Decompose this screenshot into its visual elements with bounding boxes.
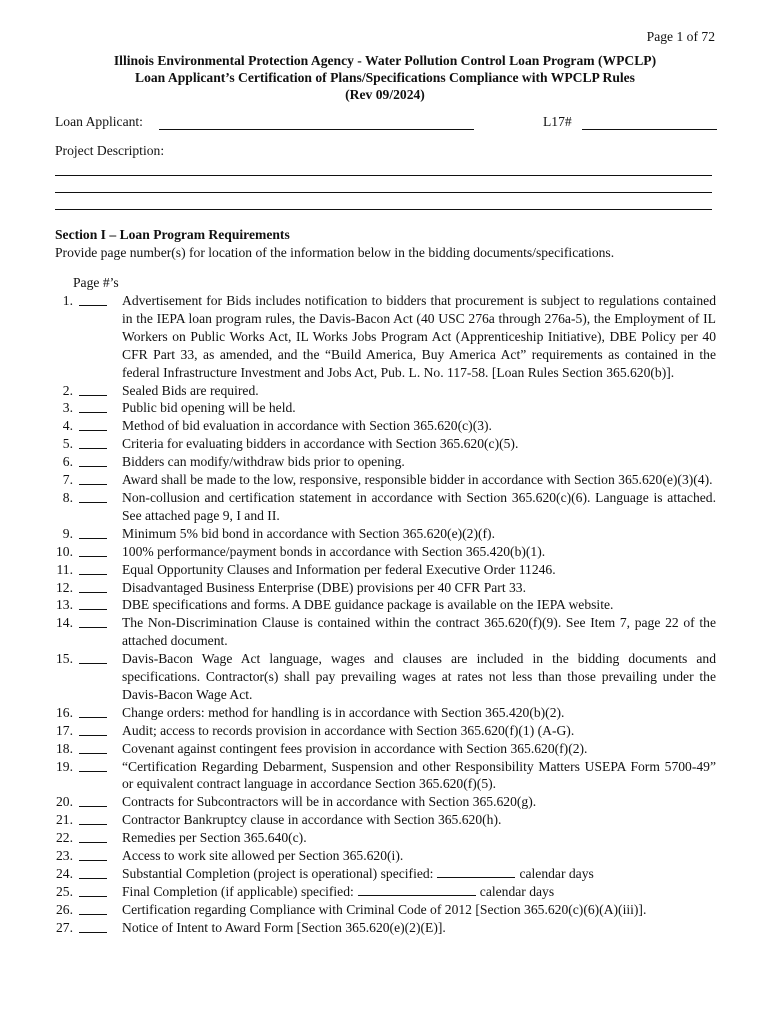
requirement-text <box>122 382 716 400</box>
requirement-text <box>122 453 716 471</box>
project-description-line-3[interactable] <box>55 209 712 210</box>
requirement-text-main: Award shall be made to the low, responsive, responsible bidder in accordance with Section 365.620(e)(3)(4). <box>122 472 713 488</box>
requirement-text <box>122 489 716 525</box>
page-number-field[interactable] <box>79 579 107 593</box>
requirement-item <box>50 525 716 543</box>
requirement-item <box>50 758 716 794</box>
page-number-field[interactable] <box>79 865 107 879</box>
requirement-item <box>50 399 716 417</box>
project-description-label: Project Description: <box>55 143 165 158</box>
requirement-item <box>50 453 716 471</box>
requirement-text-main: Criteria for evaluating bidders in accordance with Section 365.620(c)(5). <box>122 436 519 452</box>
requirement-number: 18. <box>56 740 73 756</box>
requirement-text <box>122 740 716 758</box>
page-number-field[interactable] <box>79 847 107 861</box>
requirement-text <box>122 901 716 919</box>
requirement-text <box>122 704 716 722</box>
requirement-text-main: DBE specifications and forms. A DBE guidance package is available on the IEPA website. <box>122 597 614 613</box>
requirement-number: 9. <box>62 525 73 541</box>
page-number-field[interactable] <box>79 399 107 413</box>
header-agency-title: Illinois Environmental Protection Agency - Water Pollution Control Loan Program (WPCLP) <box>113 53 657 68</box>
requirement-text-main: Access to work site allowed per Section 365.620(i). <box>122 848 404 864</box>
page-number-field[interactable] <box>79 740 107 754</box>
section-title: Section I – Loan Program Requirements <box>55 227 290 242</box>
project-description-line-1[interactable] <box>55 175 712 176</box>
loan-applicant-field[interactable] <box>159 129 474 130</box>
requirement-text <box>122 596 716 614</box>
page-number-field[interactable] <box>79 596 107 610</box>
days-unit: calendar days <box>519 866 594 881</box>
requirement-text-main: Substantial Completion (project is operational) specified: <box>122 866 434 881</box>
requirement-number: 12. <box>56 579 73 595</box>
requirement-item <box>50 382 716 400</box>
requirement-text <box>122 793 716 811</box>
requirement-number: 23. <box>56 848 73 864</box>
requirement-text <box>122 417 716 435</box>
page-number-field[interactable] <box>79 722 107 736</box>
requirement-number: 20. <box>56 794 73 810</box>
requirement-number: 22. <box>56 830 73 846</box>
requirement-text <box>122 722 716 740</box>
requirement-item <box>50 847 716 865</box>
requirement-number: 11. <box>56 561 73 577</box>
requirement-text <box>122 579 716 597</box>
requirement-number: 19. <box>56 758 73 774</box>
page-number-field[interactable] <box>79 382 107 396</box>
days-field[interactable] <box>437 865 515 878</box>
requirement-item <box>50 596 716 614</box>
requirement-text <box>122 543 716 561</box>
days-field[interactable] <box>358 883 476 896</box>
requirement-text-main: 100% performance/payment bonds in accordance with Section 365.420(b)(1). <box>122 543 546 559</box>
requirement-number: 16. <box>56 704 73 720</box>
requirement-item <box>50 883 716 901</box>
requirement-text-main: Non-collusion and certification statement in accordance with Section 365.620(c)(6). Language is attached. See attached page 9, I and II. <box>122 489 716 523</box>
requirement-text-main: Covenant against contingent fees provision in accordance with Section 365.620(f)(2). <box>122 740 588 756</box>
requirement-number: 5. <box>62 436 73 452</box>
requirement-item <box>50 740 716 758</box>
l17-field[interactable] <box>582 129 717 130</box>
requirement-number: 26. <box>56 901 73 917</box>
page-number-field[interactable] <box>79 704 107 718</box>
section-instruction: Provide page number(s) for location of the information below in the bidding documents/specifications. <box>55 245 615 260</box>
requirement-item <box>50 919 716 937</box>
requirement-number: 17. <box>56 722 73 738</box>
requirement-text-main: Disadvantaged Business Enterprise (DBE) provisions per 40 CFR Part 33. <box>122 579 526 595</box>
page-number-field[interactable] <box>79 758 107 772</box>
requirement-number: 25. <box>56 883 73 899</box>
requirement-number: 8. <box>62 489 73 505</box>
requirement-number: 7. <box>62 472 73 488</box>
page-number-field[interactable] <box>79 435 107 449</box>
requirement-text-main: Change orders: method for handling is in accordance with Section 365.420(b)(2). <box>122 704 565 720</box>
requirement-text-main: Contractor Bankruptcy clause in accordance with Section 365.620(h). <box>122 812 502 828</box>
requirement-item <box>50 704 716 722</box>
l17-label: L17# <box>543 114 572 129</box>
requirement-item <box>50 793 716 811</box>
requirement-text-main: Davis-Bacon Wage Act language, wages and clauses are included in the bidding documents and specifications. Contractor(s) shall pay prevailing wages at rates not less than those prevailing under the Davis-Bacon Wage Act. <box>122 651 716 702</box>
requirement-text <box>122 829 716 847</box>
requirement-number: 13. <box>56 597 73 613</box>
page-number-field[interactable] <box>79 901 107 915</box>
requirement-item <box>50 722 716 740</box>
project-description-line-2[interactable] <box>55 192 712 193</box>
header-form-title: Loan Applicant’s Certification of Plans/Specifications Compliance with WPCLP Rules <box>135 70 635 85</box>
requirement-text <box>122 561 716 579</box>
page-numbers-column-header: Page #’s <box>73 275 119 290</box>
requirement-item <box>50 901 716 919</box>
requirement-text <box>122 650 716 704</box>
requirement-number: 10. <box>56 543 73 559</box>
requirement-text <box>122 758 716 794</box>
requirement-text <box>122 399 716 417</box>
requirement-number: 27. <box>56 919 73 935</box>
page-number-field[interactable] <box>79 919 107 933</box>
requirement-text-main: Advertisement for Bids includes notification to bidders that procurement is subject to regulations contained in the IEPA loan program rules, the Davis-Bacon Act (40 USC 276a through 276a-5), the Employment of IL Workers on Public Works Act, IL Works Jobs Program Act (Apprenticeship Initiative), DBE Policy per 40 CFR Part 33, as amended, and the “Build America, Buy America Act” requirements as contained in the federal Infrastructure Investment and Jobs Act, Pub. L. No. 117-58. [Loan Rules Section 365.620(b)]. <box>122 293 716 380</box>
requirement-item <box>50 865 716 883</box>
page-number-field[interactable] <box>79 883 107 897</box>
requirement-text-main: Audit; access to records provision in accordance with Section 365.620(f)(1) (A-G). <box>122 722 575 738</box>
page-number-field[interactable] <box>79 793 107 807</box>
page-number-field[interactable] <box>79 829 107 843</box>
requirement-text-main: Minimum 5% bid bond in accordance with Section 365.620(e)(2)(f). <box>122 525 495 541</box>
requirement-text <box>122 292 716 382</box>
requirement-text <box>122 883 716 901</box>
page-number-field[interactable] <box>79 811 107 825</box>
requirement-text-main: Equal Opportunity Clauses and Information per federal Executive Order 11246. <box>122 561 556 577</box>
requirement-text <box>122 811 716 829</box>
requirement-text-main: Method of bid evaluation in accordance with Section 365.620(c)(3). <box>122 418 492 434</box>
requirement-number: 3. <box>62 400 73 416</box>
requirement-number: 14. <box>56 615 73 631</box>
requirement-item <box>50 561 716 579</box>
requirement-number: 15. <box>56 651 73 667</box>
requirement-item <box>50 489 716 525</box>
days-unit: calendar days <box>479 883 555 899</box>
requirement-text-main: Sealed Bids are required. <box>122 382 259 398</box>
requirement-text <box>122 847 716 865</box>
requirement-number: 2. <box>62 382 73 398</box>
page-number-field[interactable] <box>79 489 107 503</box>
requirement-item <box>50 650 716 704</box>
page-number-field[interactable] <box>79 292 107 306</box>
requirement-number: 6. <box>62 454 73 470</box>
page-number-field[interactable] <box>79 417 107 431</box>
requirement-item <box>50 811 716 829</box>
requirement-number: 24. <box>56 866 73 881</box>
requirement-text <box>122 919 716 937</box>
requirement-text <box>122 865 716 883</box>
requirement-text-main: Bidders can modify/withdraw bids prior to opening. <box>122 454 405 470</box>
applicant-row <box>55 114 715 132</box>
loan-applicant-label: Loan Applicant: <box>55 114 143 129</box>
requirement-number: 1. <box>62 293 73 308</box>
requirement-text-main: “Certification Regarding Debarment, Suspension and other Responsibility Matters USEPA Form 5700-49” or equivalent contract language in accordance Section 365.620(f)(5). <box>122 758 716 792</box>
requirement-item <box>50 292 716 382</box>
requirement-number: 4. <box>62 418 73 434</box>
requirement-text <box>122 435 716 453</box>
document-header <box>0 52 770 103</box>
requirement-text <box>122 525 716 543</box>
page-number-field[interactable] <box>79 614 107 628</box>
requirement-text-main: The Non-Discrimination Clause is contained within the contract 365.620(f)(9). See Item 7, page 22 of the attached document. <box>122 615 716 649</box>
requirement-item <box>50 417 716 435</box>
page-number-field[interactable] <box>79 561 107 575</box>
requirement-item <box>50 471 716 489</box>
requirement-text-main: Remedies per Section 365.640(c). <box>122 830 307 846</box>
requirement-item <box>50 829 716 847</box>
requirement-text <box>122 471 716 489</box>
requirement-text-main: Contracts for Subcontractors will be in accordance with Section 365.620(g). <box>122 794 537 810</box>
header-revision: (Rev 09/2024) <box>345 87 425 102</box>
requirement-text-main: Final Completion (if applicable) specified: <box>122 883 354 899</box>
requirement-item <box>50 579 716 597</box>
requirements-list <box>50 292 716 937</box>
page-number-field[interactable] <box>79 650 107 664</box>
page-number-field[interactable] <box>79 525 107 539</box>
requirement-item <box>50 435 716 453</box>
page-number: Page 1 of 72 <box>646 29 715 44</box>
page-number-field[interactable] <box>79 543 107 557</box>
requirement-item <box>50 614 716 650</box>
requirement-text <box>122 614 716 650</box>
requirement-text-main: Public bid opening will be held. <box>122 400 296 416</box>
requirement-text-main: Certification regarding Compliance with Criminal Code of 2012 [Section 365.620(c)(6)(A)(iii)]. <box>122 901 647 917</box>
requirement-number: 21. <box>56 812 73 828</box>
requirement-text-main: Notice of Intent to Award Form [Section 365.620(e)(2)(E)]. <box>122 919 446 935</box>
page-number-field[interactable] <box>79 471 107 485</box>
page-number-field[interactable] <box>79 453 107 467</box>
requirement-item <box>50 543 716 561</box>
